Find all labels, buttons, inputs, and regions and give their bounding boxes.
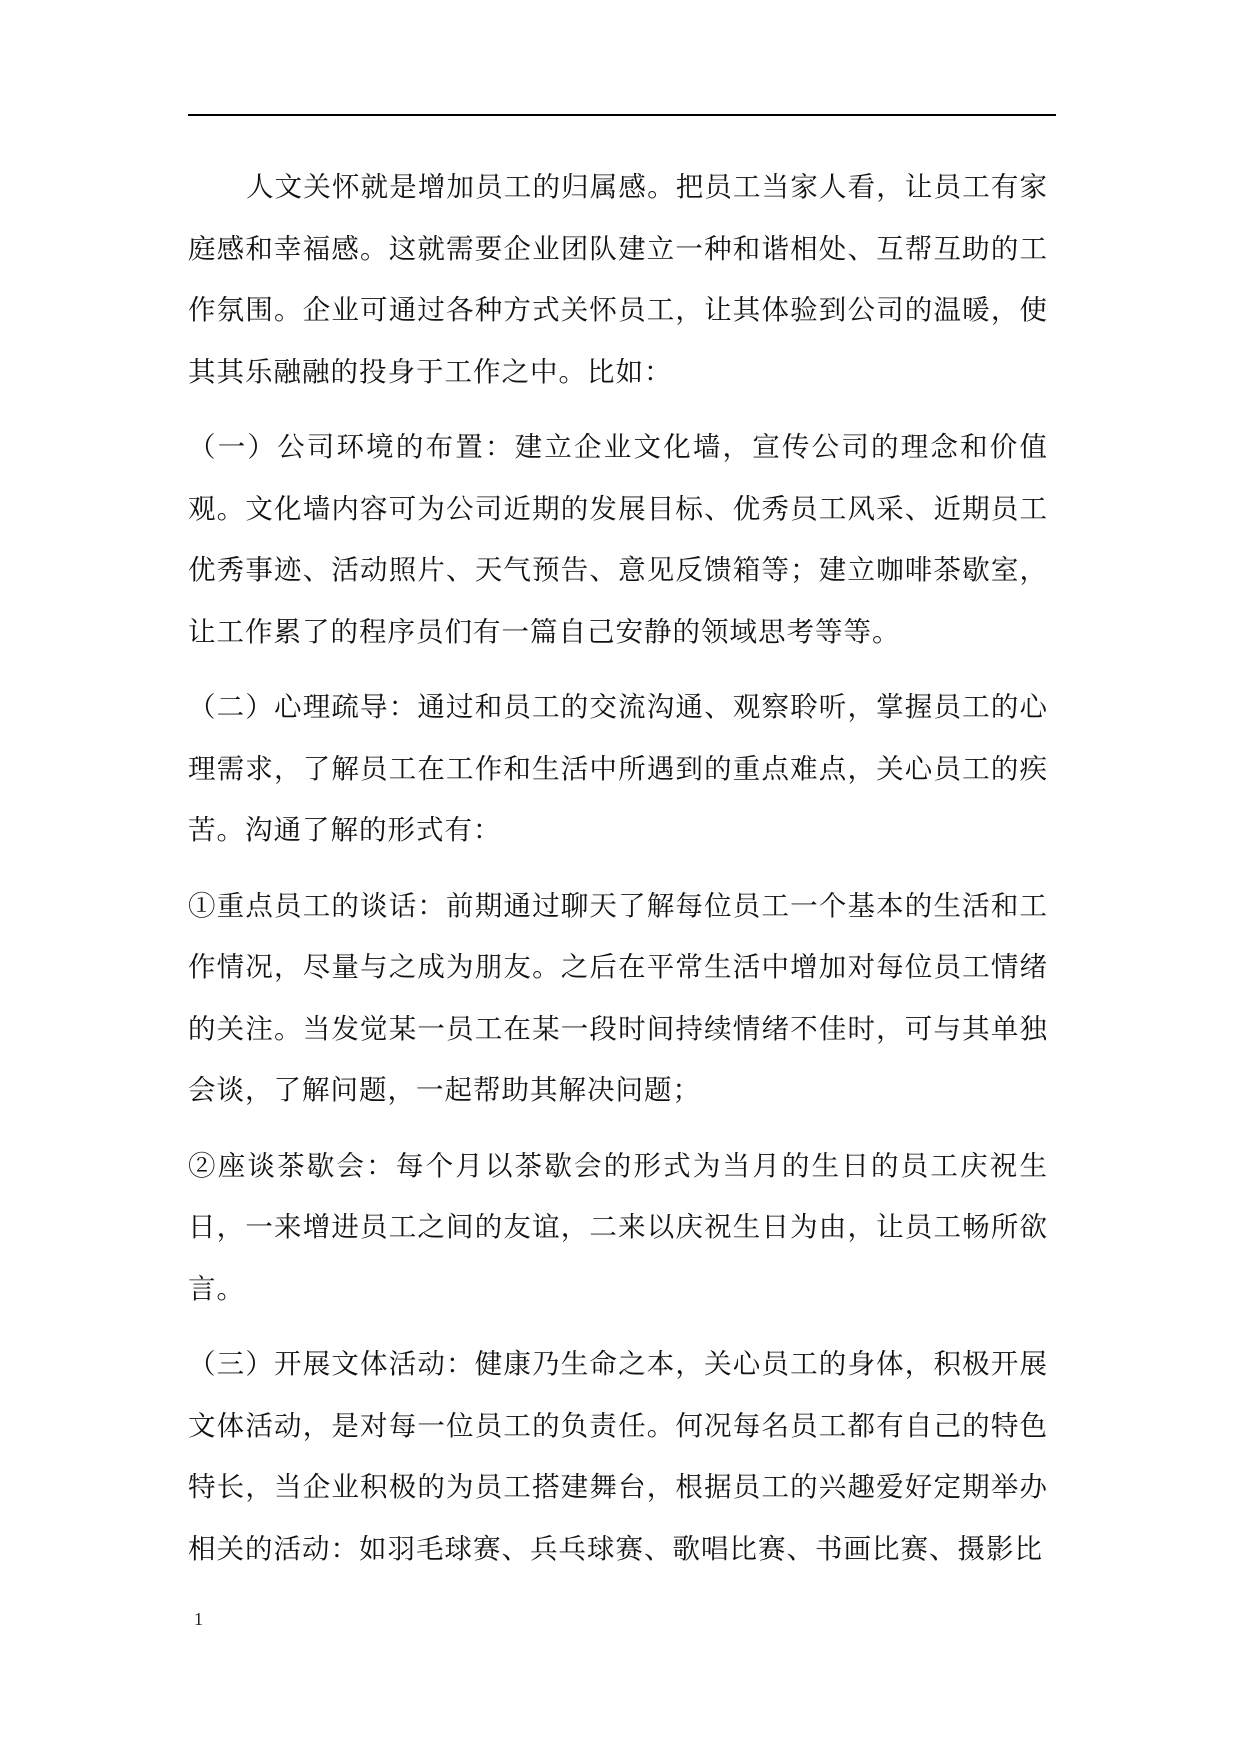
page-number: 1 [194, 1609, 203, 1629]
paragraph-key-talks: ①重点员工的谈话：前期通过聊天了解每位员工一个基本的生活和工作情况，尽量与之成为朋友。之后在平常生活中增加对每位员工情绪的关注。当发觉某一员工在某一段时间持续情绪不佳时，可与其单独会谈，了解问题，一起帮助其解决问题； [188, 889, 1048, 1106]
paragraph-activities: （三）开展文体活动：健康乃生命之本，关心员工的身体，积极开展文体活动，是对每一位员工的负责任。何况每名员工都有自己的特色特长，当企业积极的为员工搭建舞台，根据员工的兴趣爱好定期举办相关的活动：如羽毛球赛、兵乓球赛、歌唱比赛、书画比赛、摄影比 [188, 1348, 1048, 1565]
paragraph-counseling: （二）心理疏导：通过和员工的交流沟通、观察聆听，掌握员工的心理需求，了解员工在工作和生活中所遇到的重点难点，关心员工的疾苦。沟通了解的形式有： [188, 691, 1048, 846]
paragraph-tea-meeting: ②座谈茶歇会：每个月以茶歇会的形式为当月的生日的员工庆祝生日，一来增进员工之间的友谊，二来以庆祝生日为由，让员工畅所欲言。 [188, 1149, 1048, 1305]
paragraph-environment: （一）公司环境的布置：建立企业文化墙，宣传公司的理念和价值观。文化墙内容可为公司近期的发展目标、优秀员工风采、近期员工优秀事迹、活动照片、天气预告、意见反馈箱等；建立咖啡茶歇室，让工作累了的程序员们有一篇自己安静的领域思考等等。 [188, 431, 1048, 648]
paragraph-intro: 人文关怀就是增加员工的归属感。把员工当家人看，让员工有家庭感和幸福感。这就需要企业团队建立一种和谐相处、互帮互助的工作氛围。企业可通过各种方式关怀员工，让其体验到公司的温暖，使其其乐融融的投身于工作之中。比如： [188, 171, 1048, 388]
header-rule [188, 114, 1056, 116]
document-body [188, 157, 1048, 1580]
